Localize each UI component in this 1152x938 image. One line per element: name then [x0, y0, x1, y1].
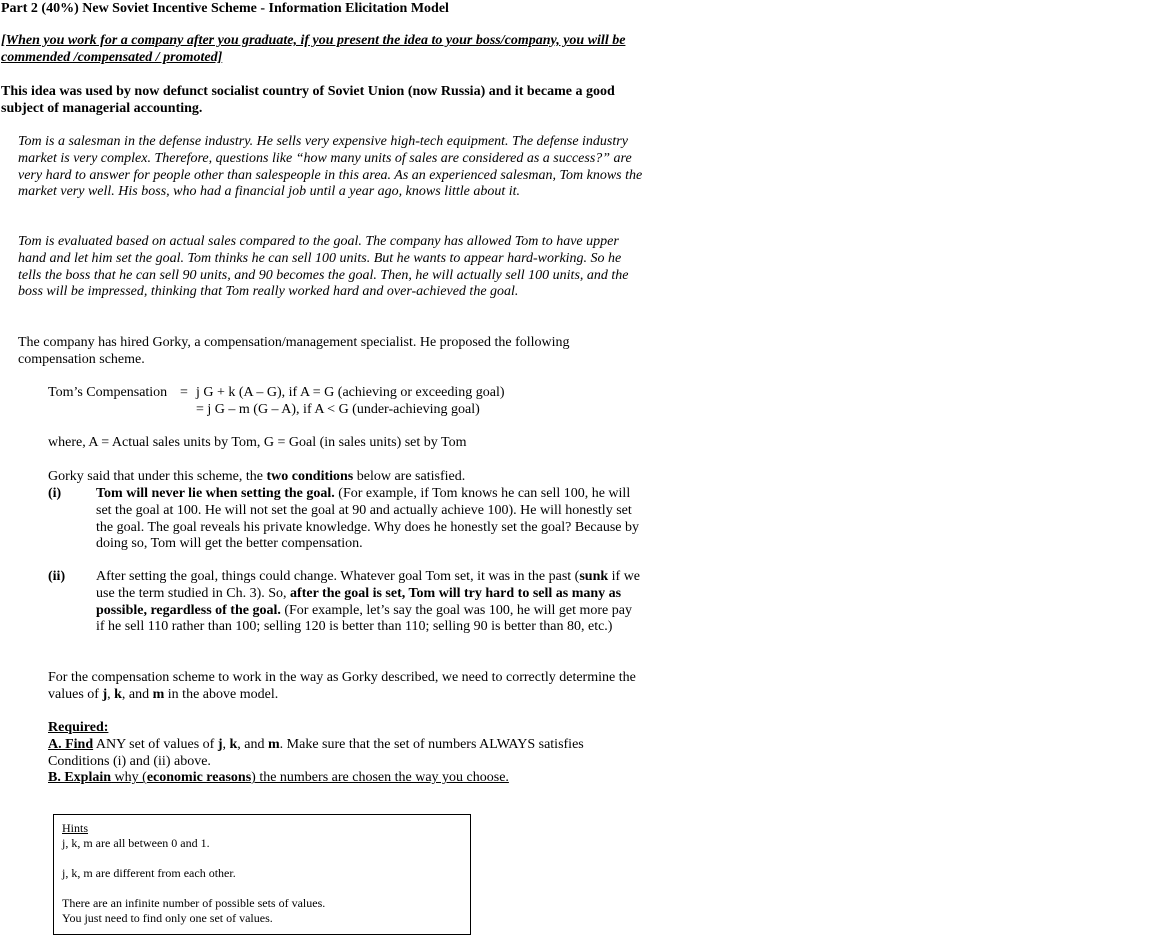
- conditions-lead-bold: two conditions: [266, 469, 354, 484]
- required-section: [48, 720, 648, 787]
- formula-lhs: Tom’s Compensation: [48, 385, 168, 400]
- condition-1-bold: Tom will never lie when setting the goal.: [96, 486, 335, 501]
- work-sep-2: , and: [121, 686, 153, 702]
- conditions-lead-pre: Gorky said that under this scheme, the: [48, 469, 267, 484]
- condition-2-number: (ii): [48, 569, 66, 584]
- required-b-bold: economic reasons: [146, 770, 252, 786]
- required-b-text-2: ) the numbers are chosen the way you choose.: [251, 770, 509, 786]
- hint-4: You just need to find only one set of values.: [62, 911, 273, 925]
- condition-2-bold-1: sunk: [579, 569, 609, 584]
- formula-case-2: = j G – m (G – A), if A < G (under-achieving goal): [196, 401, 480, 417]
- work-paragraph: [48, 670, 643, 704]
- condition-1-text: [96, 486, 643, 553]
- condition-2: [48, 569, 643, 636]
- required-a-sep-2: , and: [237, 736, 268, 752]
- condition-2-text: [96, 569, 643, 636]
- intro-note: [When you work for a company after you graduate, if you present the idea to your boss/company, you will be commended /compensated / promoted]: [1, 33, 626, 65]
- condition-1-body: (For example, if Tom knows he can sell 100, he will set the goal at 100. He will not set the goal at 90 and actually achieve 100). He will honestly set the goal. The goal reveals his private knowledge. Why does he honestly set the goal? Because by doing so, Tom will get the better compensation.: [96, 486, 639, 552]
- required-part-b: [48, 770, 648, 787]
- required-b-text-1: why (: [111, 770, 147, 786]
- required-a-text-2: . Make sure that the set of numbers ALWAYS satisfies Conditions (i) and (ii) above.: [48, 736, 584, 769]
- condition-2-part-1: After setting the goal, things could change. Whatever goal Tom set, it was in the past (: [96, 569, 580, 584]
- required-a-var-m: m: [268, 736, 280, 752]
- condition-2-bold-2: after the goal is set, Tom will try hard to sell as many as possible, regardless of the goal.: [96, 585, 622, 618]
- hint-2: j, k, m are different from each other.: [62, 866, 236, 880]
- work-var-j: j: [102, 686, 108, 702]
- formula-case-1: j G + k (A – G), if A = G (achieving or exceeding goal): [196, 385, 505, 400]
- story-paragraph-1: Tom is a salesman in the defense industry. He sells very expensive high-tech equipment. The defense industry market is very complex. Therefore, questions like “how many units of sales are considered as a success?” are very hard to answer for people other than salespeople in this area. As an experienced salesman, Tom knows the market very well. His boss, who had a financial job until a year ago, knows little about it.: [18, 134, 643, 200]
- required-heading: Required:: [48, 720, 109, 735]
- required-a-label: A. Find: [48, 736, 94, 752]
- hints-spacer-1: [62, 851, 462, 866]
- conditions-lead: [48, 469, 643, 486]
- condition-2-part-3: (For example, let’s say the goal was 100, he will get more pay if he sell 110 rather than 100; selling 120 is better than 110; selling 90 is better than 80, etc.): [96, 602, 632, 635]
- required-b-label: B. Explain: [48, 770, 112, 786]
- page-title: Part 2 (40%) New Soviet Incentive Scheme - Information Elicitation Model: [1, 1, 449, 16]
- required-part-a: [48, 737, 648, 771]
- hint-1: j, k, m are all between 0 and 1.: [62, 836, 210, 850]
- required-a-var-k: k: [229, 736, 238, 752]
- compensation-formula: [48, 385, 648, 419]
- formula-equals: =: [180, 385, 188, 400]
- required-a-var-j: j: [217, 736, 223, 752]
- formula-line-2: [48, 402, 648, 419]
- work-var-k: k: [114, 686, 122, 702]
- work-var-m: m: [152, 686, 165, 702]
- history-paragraph: This idea was used by now defunct socialist country of Soviet Union (now Russia) and it became a good subject of managerial accounting.: [1, 84, 615, 116]
- work-post: in the above model.: [164, 686, 279, 702]
- hints-box: [53, 814, 471, 935]
- hints-spacer-2: [62, 881, 462, 896]
- hints-heading: Hints: [62, 821, 89, 835]
- required-a-text-1: ANY set of values of: [93, 736, 218, 752]
- formula-definitions: where, A = Actual sales units by Tom, G = Goal (in sales units) set by Tom: [48, 435, 467, 450]
- story-paragraph-2: Tom is evaluated based on actual sales compared to the goal. The company has allowed Tom to have upper hand and let him set the goal. Tom thinks he can sell 100 units. But he wants to appear hard-working. So he tells the boss that he can sell 90 units, and 90 becomes the goal. Then, he will actually sell 100 units, and the boss will be impressed, thinking that Tom really worked hard and over-achieved the goal.: [18, 234, 629, 300]
- hint-3: There are an infinite number of possible sets of values.: [62, 896, 326, 910]
- condition-2-part-2: if we use the term studied in Ch. 3). So,: [96, 569, 641, 601]
- work-sep-1: ,: [107, 686, 115, 702]
- formula-line-1: [48, 385, 648, 402]
- work-pre: For the compensation scheme to work in the way as Gorky described, we need to correctly determine the values of: [48, 670, 636, 702]
- condition-1-number: (i): [48, 486, 62, 501]
- condition-1: [48, 486, 643, 553]
- required-a-sep-1: ,: [222, 736, 230, 752]
- conditions-lead-post: below are satisfied.: [353, 469, 466, 484]
- story-paragraph-3: The company has hired Gorky, a compensation/management specialist. He proposed the following compensation scheme.: [18, 335, 570, 367]
